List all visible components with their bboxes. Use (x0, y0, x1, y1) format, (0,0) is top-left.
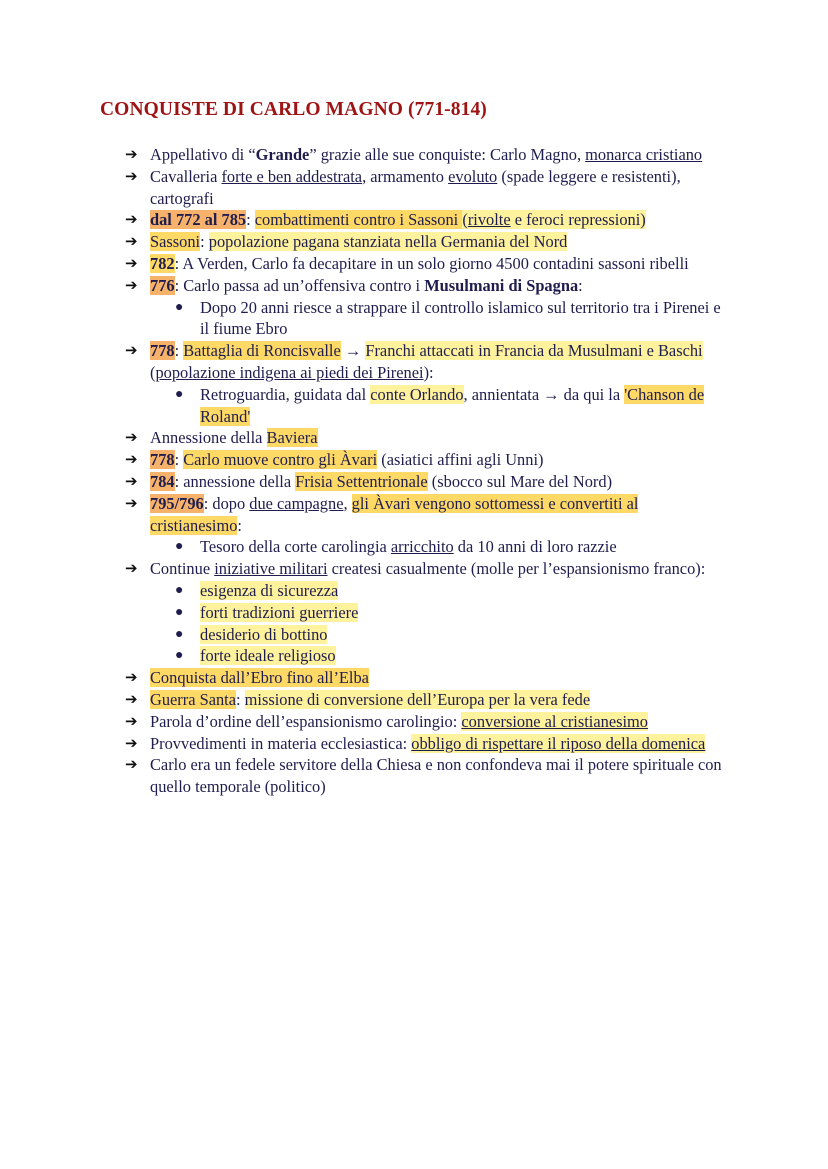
text-segment: da 10 anni di loro razzie (453, 537, 617, 557)
text-segment: , (343, 493, 352, 513)
arrow-icon: ➔ (125, 471, 138, 490)
list-item (125, 667, 725, 689)
text-segment: : A Verden, Carlo fa decapitare in un solo giorno 4500 contadini sassoni ribelli (174, 253, 689, 273)
text-segment: Franchi attaccati in Francia da Musulmani e Baschi (365, 341, 703, 361)
text-segment: popolazione indigena ai piedi dei Pirenei (155, 362, 424, 382)
sub-list (150, 297, 725, 341)
bullet-icon: ● (175, 604, 184, 620)
text-segment: Retroguardia, guidata dal (200, 384, 371, 404)
text-segment: ” grazie alle sue conquiste: Carlo Magno, (309, 145, 586, 164)
text-segment: : Carlo passa ad un’offensiva contro i (174, 275, 425, 295)
arrow-icon: ➔ (125, 428, 138, 447)
text-segment: missione di conversione dell’Europa per la vera fede (244, 689, 591, 709)
text-segment: forte e ben addestrata (221, 166, 363, 186)
text-segment: forte ideale religioso (200, 646, 336, 666)
text-segment: Tesoro della corte carolingia (200, 537, 391, 557)
arrow-icon: ➔ (125, 232, 138, 251)
bullet-icon: ● (175, 386, 184, 402)
list-item (125, 144, 725, 166)
text-segment: Carlo muove contro gli Àvari (183, 450, 378, 470)
list-item (125, 733, 725, 755)
list-item (125, 754, 725, 798)
conquests-list (125, 144, 725, 798)
text-segment: Guerra Santa (150, 689, 237, 709)
text-segment: Cavalleria (150, 166, 222, 186)
arrow-icon: ➔ (125, 450, 138, 469)
list-item (125, 427, 725, 449)
text-segment: (asiatici affini agli Unni) (377, 450, 544, 470)
text-segment: Sassoni (150, 232, 201, 252)
text-segment: Conquista dall’Ebro fino all’Elba (150, 668, 369, 688)
text-segment: Provvedimenti in materia ecclesiastica: (150, 733, 412, 753)
text-segment: : (578, 275, 583, 295)
bullet-icon: ● (175, 299, 184, 315)
list-item (125, 558, 725, 667)
text-segment: combattimenti contro i Sassoni (254, 210, 463, 230)
text-segment: : (174, 341, 184, 361)
list-item (125, 275, 725, 340)
arrow-icon: ➔ (125, 341, 138, 360)
text-segment: Battaglia di Roncisvalle (183, 341, 341, 361)
bullet-icon: ● (175, 582, 184, 598)
text-segment: Grande (255, 145, 310, 164)
text-segment: Continue (150, 559, 215, 579)
sub-list-item (150, 297, 725, 341)
text-segment: gli Àvari vengono sottomessi e convertiti al cristianesimo (150, 493, 639, 535)
list-item (125, 340, 725, 427)
sub-list-item (150, 580, 725, 602)
text-segment: : (246, 210, 255, 230)
text-segment: arricchito (390, 537, 454, 557)
list-item (125, 253, 725, 275)
text-segment: ( (462, 210, 468, 230)
text-segment: createsi casualmente (molle per l’espansionismo franco): (327, 559, 706, 579)
arrow-icon: ➔ (125, 689, 138, 708)
text-segment: Parola d’ordine dell’espansionismo carolingio: (150, 711, 462, 731)
arrow-icon: ➔ (125, 493, 138, 512)
arrow-icon: ➔ (125, 755, 138, 774)
arrow-icon: ➔ (125, 733, 138, 752)
text-segment: obbligo di rispettare il riposo della domenica (411, 733, 706, 753)
arrow-icon: ➔ (125, 166, 138, 185)
text-segment: : dopo (203, 493, 250, 513)
list-item (125, 493, 725, 558)
text-segment: : (174, 450, 184, 470)
text-segment: 795/796 (150, 493, 204, 513)
text-segment: : annessione della (174, 471, 296, 491)
sub-list-item (150, 645, 725, 667)
text-segment: 784 (150, 471, 175, 491)
text-segment: Annessione della (150, 428, 267, 448)
sub-list-item (150, 384, 725, 428)
text-segment: iniziative militari (214, 559, 328, 579)
text-segment: 782 (150, 253, 175, 273)
sub-list-item (150, 602, 725, 624)
text-segment: ( (150, 362, 156, 382)
text-segment: conversione al cristianesimo (461, 711, 648, 731)
text-segment: (spade leggere e resistenti), cartografi (150, 166, 681, 208)
sub-list (150, 384, 725, 428)
text-segment: : (237, 515, 242, 535)
text-segment: 778 (150, 450, 175, 470)
list-item (125, 231, 725, 253)
text-segment: popolazione pagana stanziata nella Germania del Nord (208, 232, 568, 252)
text-segment: 778 (150, 341, 175, 361)
text-segment: ): (423, 362, 434, 382)
sub-list (150, 580, 725, 667)
bullet-icon: ● (175, 648, 184, 664)
text-segment: 776 (150, 275, 175, 295)
list-item (125, 449, 725, 471)
arrow-icon: ➔ (125, 711, 138, 730)
text-segment: dal 772 al 785 (150, 210, 247, 230)
sub-list-item (150, 624, 725, 646)
text-segment: Appellativo di “ (150, 145, 256, 164)
arrow-icon: ➔ (125, 253, 138, 272)
bullet-icon: ● (175, 626, 184, 642)
text-segment: Carlo era un fedele servitore della Chiesa e non confondeva mai il potere spirituale con quello temporale (politico) (150, 755, 722, 797)
text-segment: Dopo 20 anni riesce a strappare il controllo islamico sul territorio tra i Pirenei e il fiume Ebro (200, 297, 721, 339)
text-segment: 'Chanson de Roland' (200, 384, 705, 426)
text-segment: conte Orlando (370, 384, 464, 404)
text-segment: monarca cristiano (585, 145, 703, 164)
text-segment: → (340, 341, 366, 361)
bullet-icon: ● (175, 539, 184, 555)
list-item (125, 166, 725, 210)
text-segment: (sbocco sul Mare del Nord) (427, 471, 613, 491)
text-segment: Musulmani di Spagna (424, 275, 579, 295)
list-item (125, 471, 725, 493)
text-segment: desiderio di bottino (200, 624, 328, 644)
page-title: CONQUISTE DI CARLO MAGNO (771-814) (100, 99, 487, 120)
text-segment: , armamento (362, 166, 449, 186)
text-segment: Frisia Settentrionale (295, 471, 428, 491)
text-segment: : (236, 689, 245, 709)
text-segment: forti tradizioni guerriere (200, 602, 359, 622)
text-segment: esigenza di sicurezza (200, 580, 339, 600)
text-segment: evoluto (448, 166, 498, 186)
text-segment: due campagne (249, 493, 344, 513)
text-segment: Baviera (266, 428, 318, 448)
list-item (125, 689, 725, 711)
sub-list (150, 536, 725, 558)
text-segment: : (200, 232, 209, 252)
text-segment: , annientata → da qui la (463, 384, 625, 404)
list-item (125, 209, 725, 231)
arrow-icon: ➔ (125, 275, 138, 294)
arrow-icon: ➔ (125, 145, 138, 163)
sub-list-item (150, 536, 725, 558)
text-segment: rivolte (467, 210, 511, 230)
list-item (125, 711, 725, 733)
arrow-icon: ➔ (125, 559, 138, 578)
arrow-icon: ➔ (125, 210, 138, 229)
text-segment: e feroci repressioni) (510, 210, 646, 230)
arrow-icon: ➔ (125, 668, 138, 687)
